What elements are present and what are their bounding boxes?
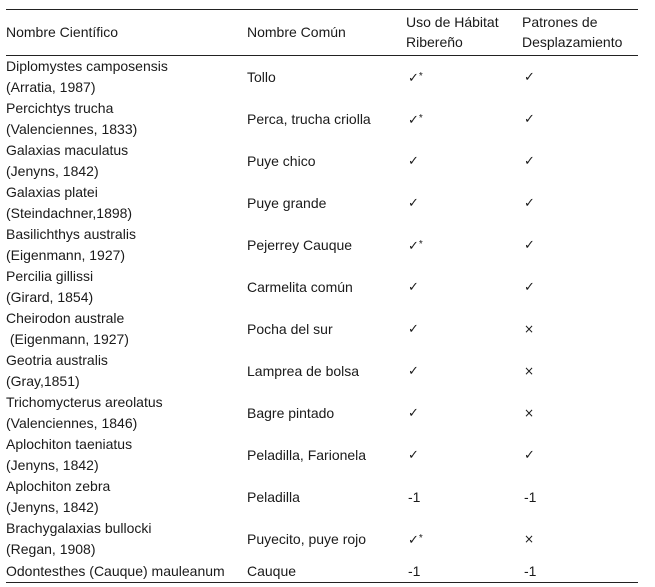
scientific-author: (Gray,1851) xyxy=(6,373,80,389)
cell-scientific-name xyxy=(6,434,247,476)
scientific-name: Diplomystes camposensis xyxy=(6,58,168,74)
common-name: Bagre pintado xyxy=(247,404,335,421)
scientific-name: Aplochiton zebra xyxy=(6,478,111,494)
cell-habitat-use xyxy=(406,140,522,182)
header-scientific-name xyxy=(6,10,247,56)
scientific-name: Percilia gillissi xyxy=(6,268,94,284)
scientific-author: (Valenciennes, 1833) xyxy=(6,121,138,137)
cell-scientific-name xyxy=(6,140,247,182)
scientific-name: Trichomycterus areolatus xyxy=(6,394,163,410)
table-row xyxy=(6,182,638,224)
cross-icon: × xyxy=(524,364,535,378)
table-row xyxy=(6,224,638,266)
cell-common-name xyxy=(247,476,406,518)
cell-scientific-name xyxy=(6,560,247,583)
table-row xyxy=(6,434,638,476)
scientific-name: Cheirodon australe xyxy=(6,310,125,326)
check-icon: ✓ xyxy=(408,280,419,295)
species-table xyxy=(6,9,638,583)
cell-common-name xyxy=(247,518,406,560)
cell-habitat-use xyxy=(406,560,522,583)
cell-scientific-name xyxy=(6,266,247,308)
movement-value: -1 xyxy=(524,488,537,505)
check-icon: ✓ xyxy=(408,70,419,86)
cell-movement-pattern xyxy=(522,434,638,476)
header-habitat-use xyxy=(406,10,522,56)
common-name: Pejerrey Cauque xyxy=(247,236,353,253)
cell-common-name xyxy=(247,560,406,583)
common-name: Tollo xyxy=(247,68,276,85)
scientific-author: (Arratia, 1987) xyxy=(6,79,96,95)
table-row xyxy=(6,98,638,140)
header-movement-patterns xyxy=(522,10,638,56)
scientific-author: (Jenyns, 1842) xyxy=(6,499,99,515)
common-name: Peladilla, Farionela xyxy=(247,446,367,463)
cell-movement-pattern xyxy=(522,98,638,140)
table-row xyxy=(6,392,638,434)
check-icon: ✓ xyxy=(524,238,535,253)
check-icon: ✓ xyxy=(408,364,419,379)
cell-habitat-use xyxy=(406,98,522,140)
scientific-author: (Eigenmann, 1927) xyxy=(6,331,129,347)
cell-movement-pattern xyxy=(522,350,638,392)
cell-habitat-use xyxy=(406,476,522,518)
table-row xyxy=(6,56,638,99)
cell-habitat-use xyxy=(406,518,522,560)
cell-movement-pattern xyxy=(522,392,638,434)
asterisk-note: * xyxy=(418,238,423,250)
cell-movement-pattern xyxy=(522,140,638,182)
check-icon: ✓ xyxy=(524,448,535,463)
cell-habitat-use xyxy=(406,224,522,266)
scientific-name: Galaxias maculatus xyxy=(6,142,129,158)
header-common-name xyxy=(247,10,406,56)
table-header-row xyxy=(6,10,638,56)
table-row xyxy=(6,560,638,583)
header-movement-line2: Desplazamiento xyxy=(522,34,623,50)
common-name: Puye chico xyxy=(247,152,316,169)
cell-habitat-use xyxy=(406,350,522,392)
check-icon: ✓ xyxy=(408,322,419,337)
scientific-name: Percichtys trucha xyxy=(6,100,114,116)
scientific-name: Basilichthys australis xyxy=(6,226,136,242)
check-icon: ✓ xyxy=(408,448,419,463)
cell-habitat-use xyxy=(406,392,522,434)
asterisk-note: * xyxy=(418,70,423,82)
table-row xyxy=(6,518,638,560)
header-common-label: Nombre Común xyxy=(247,24,346,40)
scientific-name: Aplochiton taeniatus xyxy=(6,436,133,452)
scientific-name: Odontesthes (Cauque) mauleanum xyxy=(6,563,225,579)
common-name: Peladilla xyxy=(247,488,300,505)
header-habitat-line2: Ribereño xyxy=(406,34,463,50)
cell-movement-pattern xyxy=(522,518,638,560)
check-icon: ✓ xyxy=(408,406,419,421)
cell-common-name xyxy=(247,266,406,308)
check-icon: ✓ xyxy=(408,154,419,169)
check-icon: ✓ xyxy=(408,112,419,128)
habitat-value: -1 xyxy=(408,563,421,579)
cell-common-name xyxy=(247,392,406,434)
scientific-author: (Jenyns, 1842) xyxy=(6,163,99,179)
table-row xyxy=(6,476,638,518)
scientific-author: (Steindachner,1898) xyxy=(6,205,133,221)
common-name: Pocha del sur xyxy=(247,320,333,337)
scientific-name: Galaxias platei xyxy=(6,184,98,200)
movement-value: -1 xyxy=(524,563,537,579)
cross-icon: × xyxy=(524,322,535,336)
common-name: Perca, trucha criolla xyxy=(247,110,371,127)
cell-habitat-use xyxy=(406,266,522,308)
check-icon: ✓ xyxy=(524,196,535,211)
common-name: Puyecito, puye rojo xyxy=(247,530,367,547)
cell-common-name xyxy=(247,98,406,140)
cell-common-name xyxy=(247,140,406,182)
check-icon: ✓ xyxy=(524,154,535,169)
asterisk-note: * xyxy=(418,532,423,544)
scientific-name: Geotria australis xyxy=(6,352,108,368)
scientific-name: Brachygalaxias bullocki xyxy=(6,520,152,536)
scientific-author: (Regan, 1908) xyxy=(6,541,96,557)
check-icon: ✓ xyxy=(524,70,535,85)
header-habitat-line1: Uso de Hábitat xyxy=(406,14,499,30)
cell-scientific-name xyxy=(6,182,247,224)
table-row xyxy=(6,140,638,182)
table-row xyxy=(6,350,638,392)
cell-movement-pattern xyxy=(522,182,638,224)
header-scientific-label: Nombre Científico xyxy=(6,24,119,40)
cell-movement-pattern xyxy=(522,224,638,266)
table-row xyxy=(6,308,638,350)
scientific-author: (Valenciennes, 1846) xyxy=(6,415,138,431)
cell-common-name xyxy=(247,182,406,224)
check-icon: ✓ xyxy=(408,196,419,211)
cell-movement-pattern xyxy=(522,308,638,350)
cell-scientific-name xyxy=(6,224,247,266)
species-table-container xyxy=(6,9,638,583)
asterisk-note: * xyxy=(418,112,423,124)
cross-icon: × xyxy=(524,532,535,546)
header-movement-line1: Patrones de xyxy=(522,14,598,30)
table-row xyxy=(6,266,638,308)
cell-common-name xyxy=(247,56,406,99)
check-icon: ✓ xyxy=(408,532,419,548)
check-icon: ✓ xyxy=(524,280,535,295)
common-name: Puye grande xyxy=(247,194,327,211)
cell-movement-pattern xyxy=(522,476,638,518)
cell-scientific-name xyxy=(6,98,247,140)
cell-scientific-name xyxy=(6,350,247,392)
cell-scientific-name xyxy=(6,476,247,518)
cell-common-name xyxy=(247,308,406,350)
cell-habitat-use xyxy=(406,434,522,476)
cell-movement-pattern xyxy=(522,56,638,99)
cell-scientific-name xyxy=(6,392,247,434)
common-name: Carmelita común xyxy=(247,278,353,295)
common-name: Cauque xyxy=(247,563,297,579)
scientific-author: (Eigenmann, 1927) xyxy=(6,247,126,263)
cell-common-name xyxy=(247,350,406,392)
cell-habitat-use xyxy=(406,56,522,99)
cell-habitat-use xyxy=(406,308,522,350)
check-icon: ✓ xyxy=(408,238,419,254)
cell-habitat-use xyxy=(406,182,522,224)
scientific-author: (Jenyns, 1842) xyxy=(6,457,99,473)
common-name: Lamprea de bolsa xyxy=(247,362,360,379)
cross-icon: × xyxy=(524,406,535,420)
cell-scientific-name xyxy=(6,56,247,99)
cell-scientific-name xyxy=(6,518,247,560)
habitat-value: -1 xyxy=(408,488,421,505)
cell-common-name xyxy=(247,434,406,476)
table-body xyxy=(6,56,638,583)
scientific-author: (Girard, 1854) xyxy=(6,289,94,305)
cell-movement-pattern xyxy=(522,560,638,583)
check-icon: ✓ xyxy=(524,112,535,127)
cell-common-name xyxy=(247,224,406,266)
cell-scientific-name xyxy=(6,308,247,350)
cell-movement-pattern xyxy=(522,266,638,308)
